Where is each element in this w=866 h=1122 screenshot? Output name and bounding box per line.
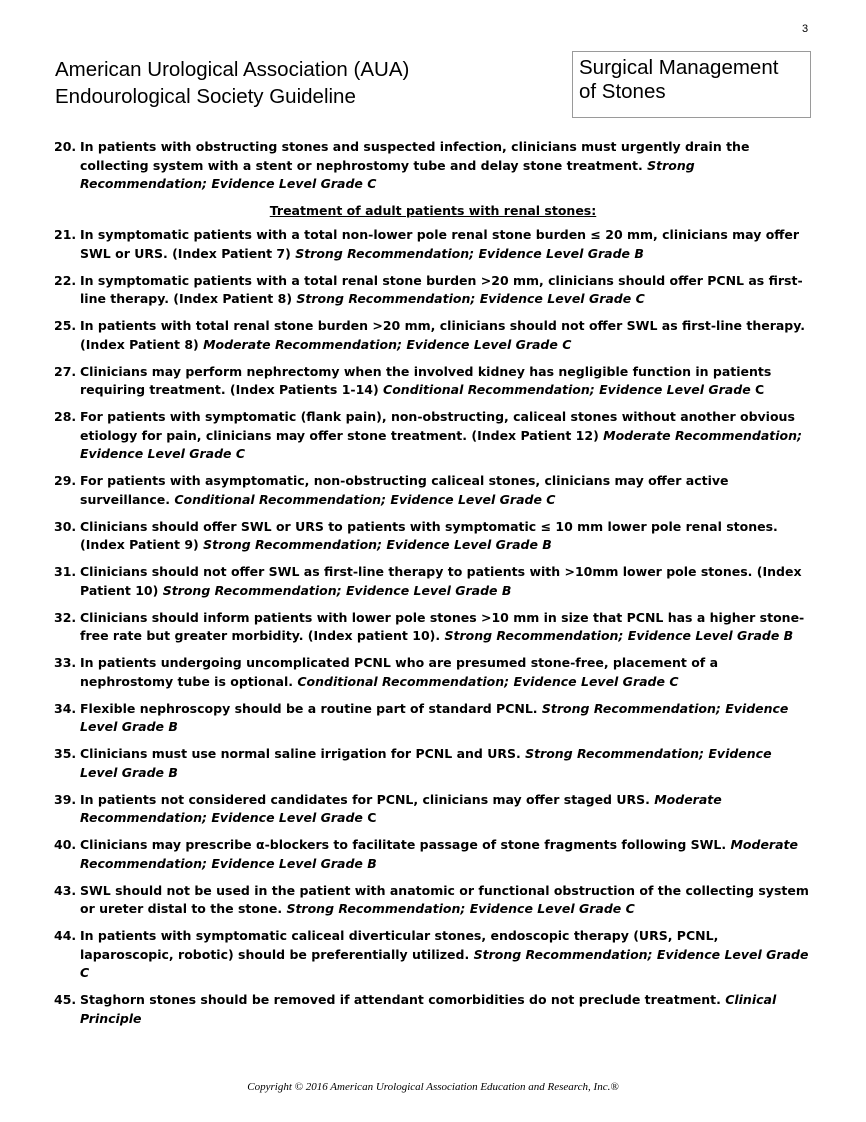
recommendation-item [0, 226, 812, 263]
recommendation-text: Clinicians should offer SWL or URS to patients with symptomatic ≤ 10 mm lower pole renal stones. (Index Patient 9) [80, 518, 778, 552]
recommendation-item [0, 363, 812, 400]
recommendation-item [0, 836, 812, 873]
recommendation-number: 34. [54, 700, 77, 716]
recommendation-item [0, 791, 812, 828]
recommendation-number: 35. [54, 746, 77, 761]
evidence-grade: Strong Recommendation; Evidence Level Grade B [203, 537, 552, 552]
evidence-grade: Strong Recommendation; Evidence Level Grade B [80, 746, 772, 780]
evidence-grade: Moderate Recommendation; Evidence Level Grade B [80, 837, 798, 871]
section-heading: Treatment of adult patients with renal stones: [269, 203, 597, 218]
recommendation-item [0, 654, 812, 691]
org-name [55, 56, 409, 110]
recommendation-number: 33. [54, 655, 77, 670]
recommendation-item [0, 882, 812, 919]
recommendation-text: Clinicians must use normal saline irrigation for PCNL and URS. [80, 746, 526, 761]
recommendation-item [0, 927, 812, 983]
recommendation-number: 27. [54, 363, 77, 379]
evidence-grade: Conditional Recommendation; Evidence Level Grade [383, 382, 751, 397]
evidence-grade: Strong Recommendation; Evidence Level Grade B [80, 700, 789, 734]
recommendation-number: 21. [54, 227, 77, 242]
recommendation-text: In symptomatic patients with a total renal stone burden >20 mm, clinicians should offer PCNL as first-line therapy. (Index Patient 8) [80, 272, 803, 306]
recommendation-item [0, 408, 812, 464]
recommendation-item [0, 518, 812, 555]
evidence-grade-letter: C [750, 382, 765, 397]
evidence-grade: Moderate Recommendation; Evidence Level Grade C [80, 427, 803, 461]
recommendation-text: Clinicians should not offer SWL as first-line therapy to patients with >10mm lower pole stones. (Index Patient 10) [80, 564, 802, 598]
evidence-grade: Strong Recommendation; Evidence Level Grade C [80, 946, 809, 980]
evidence-grade: Clinical Principle [80, 992, 777, 1026]
recommendation-text: For patients with symptomatic (flank pain), non-obstructing, caliceal stones without another obvious etiology for pain, clinicians may offer stone treatment. (Index Patient 12) [80, 409, 795, 443]
recommendation-item [0, 745, 812, 782]
recommendation-number: 45. [54, 992, 77, 1007]
evidence-grade: Moderate Recommendation; Evidence Level Grade C [203, 336, 572, 352]
recommendation-item [0, 317, 812, 354]
recommendation-text: In patients with total renal stone burden >20 mm, clinicians should not offer SWL as first-line therapy. (Index Patient 8) [80, 318, 805, 352]
recommendation-text: SWL should not be used in the patient with anatomic or functional obstruction of the collecting system or ureter distal to the stone. [80, 882, 809, 916]
recommendation-text: In symptomatic patients with a total non-lower pole renal stone burden ≤ 20 mm, clinicians may offer SWL or URS. (Index Patient 7) [80, 227, 800, 261]
recommendation-text: Clinicians should inform patients with lower pole stones >10 mm in size that PCNL has a higher stone-free rate but greater morbidity. (Index patient 10). [80, 609, 805, 643]
recommendation-text: In patients with symptomatic caliceal diverticular stones, endoscopic therapy (URS, PCNL, laparoscopic, robotic) should be preferentially utilized. [80, 928, 719, 962]
title-line-2: of Stones [579, 80, 666, 103]
recommendation-number: 22. [54, 272, 77, 288]
title-line-1: Surgical Management [579, 56, 779, 79]
copyright-footer: Copyright © 2016 American Urological Association Education and Research, Inc.® [247, 1081, 619, 1093]
recommendation-item [0, 563, 812, 600]
recommendation-item [0, 700, 812, 737]
recommendation-number: 40. [54, 837, 77, 852]
recommendation-text: For patients with asymptomatic, non-obstructing caliceal stones, clinicians may offer active surveillance. [80, 473, 729, 507]
evidence-grade: Moderate Recommendation; Evidence Level Grade [80, 791, 722, 825]
recommendation-number: 43. [54, 882, 77, 898]
org-line-1: American Urological Association (AUA) [55, 58, 410, 81]
recommendation-number: 30. [54, 518, 77, 534]
evidence-grade: Strong Recommendation; Evidence Level Grade B [162, 582, 512, 598]
evidence-grade: Strong Recommendation; Evidence Level Grade B [295, 245, 644, 261]
recommendation-number: 31. [54, 564, 77, 579]
evidence-grade: Conditional Recommendation; Evidence Level Grade C [174, 491, 556, 507]
page-number: 3 [802, 23, 809, 35]
recommendation-number: 20. [54, 139, 77, 154]
evidence-grade: Conditional Recommendation; Evidence Level Grade C [297, 673, 679, 689]
document-title-box [572, 51, 811, 118]
recommendation-number: 28. [54, 409, 77, 424]
recommendation-number: 25. [54, 318, 77, 333]
recommendation-item [0, 138, 812, 194]
evidence-grade: Strong Recommendation; Evidence Level Grade C [80, 157, 695, 191]
recommendation-text: Flexible nephroscopy should be a routine part of standard PCNL. [80, 700, 542, 716]
recommendation-item [0, 991, 812, 1028]
evidence-grade-letter: C [362, 810, 377, 825]
recommendations-list [0, 138, 866, 1037]
recommendation-text: Clinicians may perform nephrectomy when the involved kidney has negligible function in patients requiring treatment. (Index Patients 1-14) [80, 363, 772, 397]
evidence-grade: Strong Recommendation; Evidence Level Grade C [296, 291, 645, 306]
recommendation-number: 32. [54, 609, 77, 625]
recommendation-item [0, 272, 812, 309]
recommendation-number: 29. [54, 473, 77, 488]
recommendation-text: In patients with obstructing stones and suspected infection, clinicians must urgently drain the collecting system with a stent or nephrostomy tube and delay stone treatment. [80, 139, 750, 173]
recommendation-item [0, 609, 812, 646]
recommendation-number: 44. [54, 928, 77, 943]
recommendation-text: In patients undergoing uncomplicated PCNL who are presumed stone-free, placement of a nephrostomy tube is optional. [80, 655, 719, 689]
recommendation-text: In patients not considered candidates for PCNL, clinicians may offer staged URS. [80, 791, 655, 807]
evidence-grade: Strong Recommendation; Evidence Level Grade C [286, 901, 635, 916]
recommendation-item [0, 472, 812, 509]
recommendation-text: Clinicians may prescribe α-blockers to facilitate passage of stone fragments following SWL. [80, 837, 731, 852]
recommendation-number: 39. [54, 791, 77, 807]
recommendation-text: Staghorn stones should be removed if attendant comorbidities do not preclude treatment. [80, 992, 726, 1007]
org-line-2: Endourological Society Guideline [55, 85, 356, 108]
evidence-grade: Strong Recommendation; Evidence Level Grade B [444, 628, 794, 643]
